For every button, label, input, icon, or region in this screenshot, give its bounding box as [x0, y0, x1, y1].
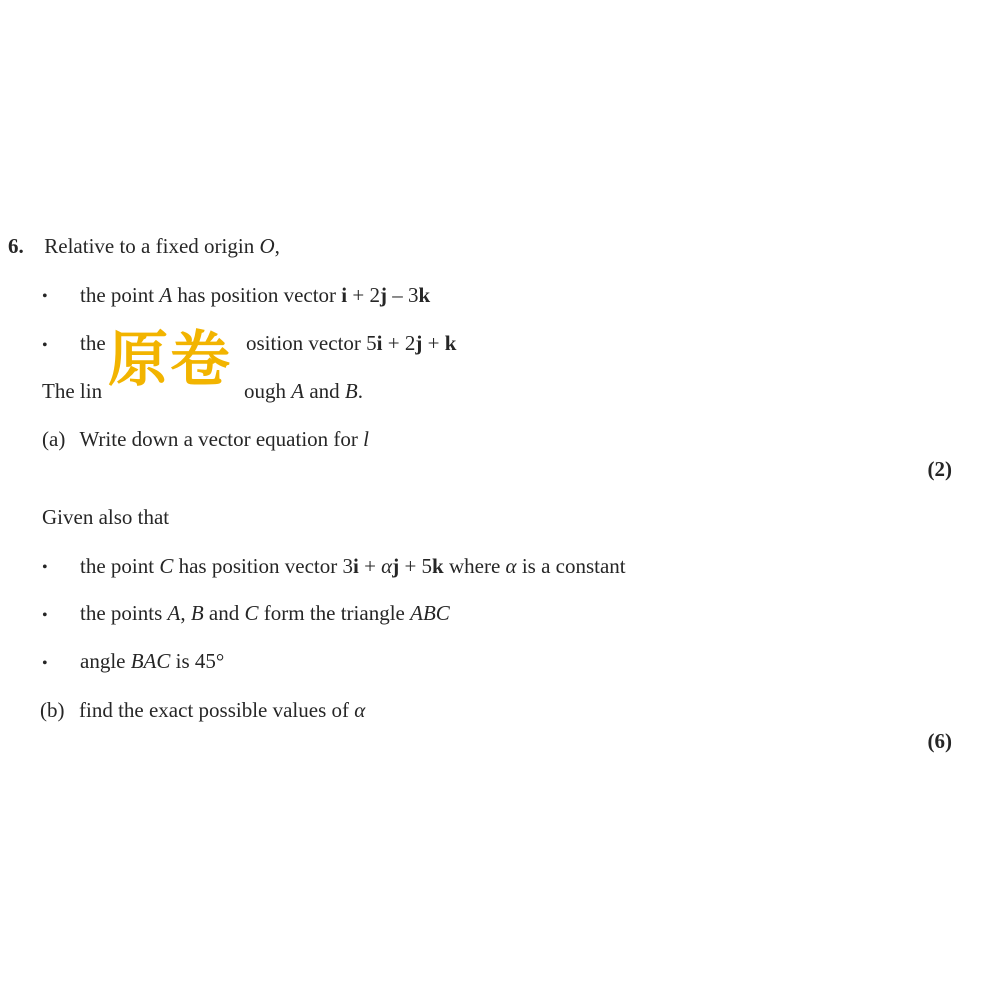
bullet-c-text [80, 556, 626, 577]
intro-post: , [274, 234, 280, 258]
bullet-a-mid: has position vector [172, 283, 342, 307]
bullet-b-pre: the [80, 331, 106, 355]
bullet-b-mid: osition vector [246, 331, 367, 355]
question-intro [8, 236, 280, 257]
question-number: 6. [8, 234, 24, 258]
bullet-c-where: where [443, 554, 506, 578]
intro-var-o: O [259, 234, 275, 258]
part-b-text: find the exact possible values of [79, 698, 355, 722]
part-a-marks: (2) [927, 457, 952, 481]
part-b-marks: (6) [927, 729, 952, 753]
bullet-a-op1: + 2 [347, 283, 380, 307]
var-alpha: α [505, 554, 517, 578]
line-text [244, 381, 363, 402]
var-b: B [344, 379, 358, 403]
bullet-b-n1: 5 [366, 331, 377, 355]
bullet-a-pre: the point [80, 283, 160, 307]
bullet-point-e: • [42, 655, 48, 672]
bullet-b-op1: + 2 [382, 331, 416, 355]
part-a-label: (a) [42, 427, 66, 451]
bullet-point-b: • [42, 337, 48, 354]
bullet-e-pre: angle [80, 649, 131, 673]
vec-j: j [415, 331, 423, 355]
bullet-point-d: • [42, 607, 48, 624]
bullet-d-pre: the points [80, 601, 168, 625]
watermark-stamp: 原卷 [108, 325, 232, 395]
bullet-b-pre-text [80, 333, 106, 354]
var-alpha: α [381, 554, 393, 578]
var-a: A [167, 601, 181, 625]
part-a-text: Write down a vector equation for [79, 427, 364, 451]
bullet-d-and: and [203, 601, 245, 625]
bullet-c-post: is a constant [516, 554, 626, 578]
line-text-post: . [357, 379, 363, 403]
var-a: A [291, 379, 305, 403]
vec-k: k [444, 331, 457, 355]
bullet-point-a: • [42, 288, 48, 305]
vec-i: i [352, 554, 359, 578]
line-text-and: and [304, 379, 345, 403]
var-b: B [190, 601, 204, 625]
var-abc: ABC [410, 601, 450, 625]
vec-j: j [392, 554, 400, 578]
given-text: Given also that [42, 505, 170, 529]
bullet-d-comma: , [180, 601, 191, 625]
bullet-c-op1: + [358, 554, 382, 578]
bullet-e-post: is 45° [170, 649, 225, 673]
bullet-c-pre: the point [80, 554, 160, 578]
bullet-a-text [80, 285, 430, 306]
vec-i: i [376, 331, 383, 355]
bullet-a-op2: – 3 [386, 283, 419, 307]
bullet-c-mid: has position vector 3 [173, 554, 353, 578]
part-a [42, 429, 369, 450]
part-b-label: (b) [40, 698, 65, 722]
vec-k: k [418, 283, 431, 307]
line-text-pre [42, 381, 102, 402]
bullet-d-mid: form the triangle [258, 601, 411, 625]
vec-k: k [432, 554, 444, 578]
bullet-point-c: • [42, 559, 48, 576]
var-bac: BAC [130, 649, 171, 673]
intro-text: Relative to a fixed origin [44, 234, 260, 258]
var-c: C [244, 601, 259, 625]
var-a: A [159, 283, 173, 307]
bullet-d-text [80, 603, 450, 624]
var-c: C [159, 554, 174, 578]
vec-i: i [341, 283, 348, 307]
var-l: l [363, 427, 369, 451]
bullet-b-text [246, 333, 456, 354]
bullet-b-op2: + [422, 331, 445, 355]
line-text-mid: ough [244, 379, 292, 403]
var-alpha: α [354, 698, 366, 722]
part-b [40, 700, 365, 721]
bullet-c-op2: + 5 [399, 554, 433, 578]
vec-j: j [379, 283, 387, 307]
bullet-e-text [80, 651, 224, 672]
line-text-start: The lin [42, 379, 103, 403]
